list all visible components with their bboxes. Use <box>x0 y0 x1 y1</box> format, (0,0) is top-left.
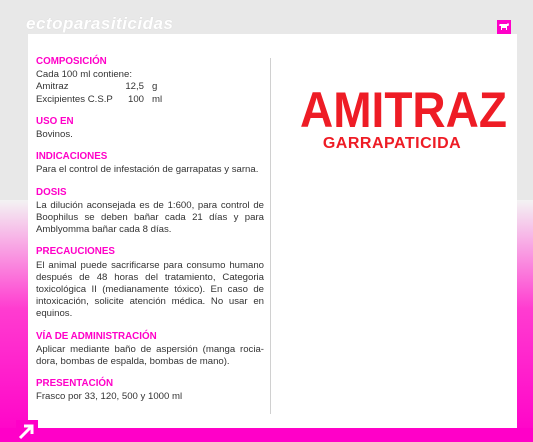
presentacion-text: Frasco por 33, 120, 500 y 1000 ml <box>36 391 183 403</box>
dosis-text: La dilución aconsejada es de 1:600, para control de Boophilus se deben bañar cada 21 días y para Amblyomma bañar cada 8 días. <box>36 199 264 236</box>
ingredient-amount: 100 <box>127 93 144 105</box>
composicion-row <box>36 81 264 93</box>
precauciones-text: El animal puede sacrificarse para consumo humano después de 48 horas del tratamiento, Categoria toxicológica II (medianamente tóxico). En caso de intoxicación, solicite atención médica. No usar en equinos. <box>36 259 264 320</box>
product-details <box>36 56 264 414</box>
arrow-logo-icon <box>16 420 38 442</box>
product-brand <box>292 82 507 153</box>
via-text: Aplicar mediante baño de aspersión (manga rocia-dora, bombas de espalda, bombas de mano). <box>36 343 264 368</box>
indicaciones-text: Para el control de infestación de garrapatas y sarna. <box>36 164 259 176</box>
composicion-intro: Cada 100 ml contiene: <box>36 69 132 81</box>
magenta-frame-left <box>0 200 28 442</box>
indicaciones-heading: INDICACIONES <box>36 151 108 163</box>
indicaciones-section <box>36 151 264 176</box>
dosis-section <box>36 187 264 237</box>
uso-section <box>36 116 264 141</box>
composicion-heading: COMPOSICIÓN <box>36 56 107 67</box>
magenta-frame-bottom <box>0 428 533 442</box>
ingredient-unit: ml <box>152 93 163 105</box>
composicion-section <box>36 56 264 106</box>
section-title: ectoparasiticidas <box>26 14 174 33</box>
ingredient-name: Amitraz <box>36 81 69 93</box>
composicion-row <box>36 94 264 106</box>
via-heading: VÍA DE ADMINISTRACIÓN <box>36 330 157 342</box>
uso-text: Bovinos. <box>36 129 73 141</box>
product-name: AMITRAZ <box>300 82 507 138</box>
via-section <box>36 331 264 369</box>
column-divider <box>270 58 271 414</box>
page-header <box>0 0 533 34</box>
ingredient-name: Excipientes C.S.P <box>36 93 113 105</box>
precauciones-heading: PRECAUCIONES <box>36 246 115 258</box>
ingredient-amount: 12,5 <box>125 81 144 93</box>
ingredient-unit: g <box>152 81 158 93</box>
product-card <box>28 34 517 428</box>
product-category: GARRAPATICIDA <box>322 135 462 152</box>
magenta-frame-right <box>517 200 533 442</box>
presentacion-heading: PRESENTACIÓN <box>36 378 114 390</box>
uso-heading: USO EN <box>36 115 74 127</box>
dosis-heading: DOSIS <box>36 186 67 198</box>
presentacion-section <box>36 378 264 403</box>
precauciones-section <box>36 246 264 320</box>
cow-icon <box>497 20 511 34</box>
